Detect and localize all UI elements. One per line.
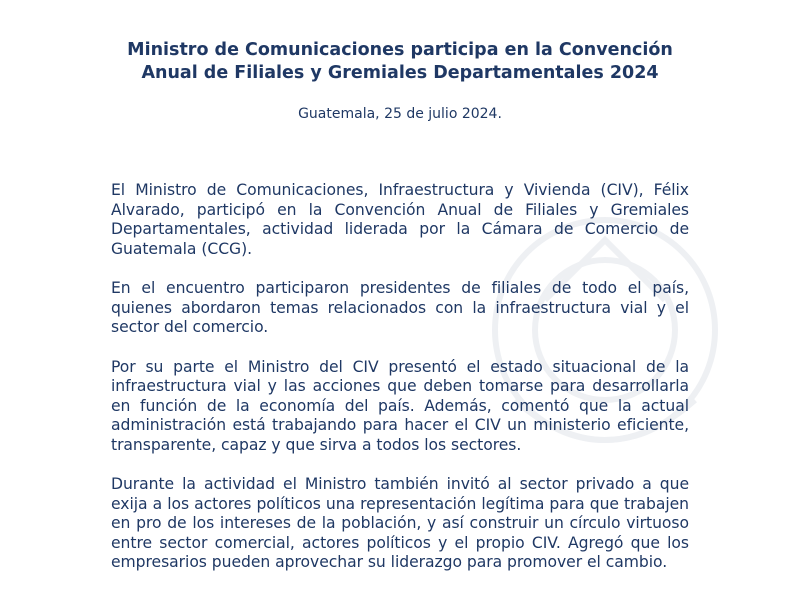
title-line-1: Ministro de Comunicaciones participa en la Convención [127, 40, 673, 60]
paragraph: En el encuentro participaron presidentes de filiales de todo el país, quienes abordaron temas relacionados con la infraestructura vial y el sector del comercio. [111, 279, 689, 336]
title-line-2: Anual de Filiales y Gremiales Departamentales 2024 [141, 63, 659, 83]
paragraph: Durante la actividad el Ministro también invitó al sector privado a que exija a los actores políticos una representación legítima para que trabajen en pro de los intereses de la población, y así construir un círculo virtuoso entre sector comercial, actores políticos y el propio CIV. Agregó que los empresarios pueden aprovechar su liderazgo para promover el cambio. [111, 475, 689, 571]
paragraph: El Ministro de Comunicaciones, Infraestructura y Vivienda (CIV), Félix Alvarado, participó en la Convención Anual de Filiales y Gremiales Departamentales, actividad liderada por la Cámara de Comercio de Guatemala (CCG). [111, 181, 689, 258]
paragraph: Por su parte el Ministro del CIV presentó el estado situacional de la infraestructura vial y las acciones que deben tomarse para desarrollarla en función de la economía del país. Además, comentó que la actual administración está trabajando para hacer el CIV un ministerio eficiente, transparente, capaz y que sirva a todos los sectores. [111, 357, 689, 454]
press-release-title [60, 39, 740, 85]
dateline: Guatemala, 25 de julio 2024. [298, 106, 502, 122]
article-body [111, 181, 689, 593]
